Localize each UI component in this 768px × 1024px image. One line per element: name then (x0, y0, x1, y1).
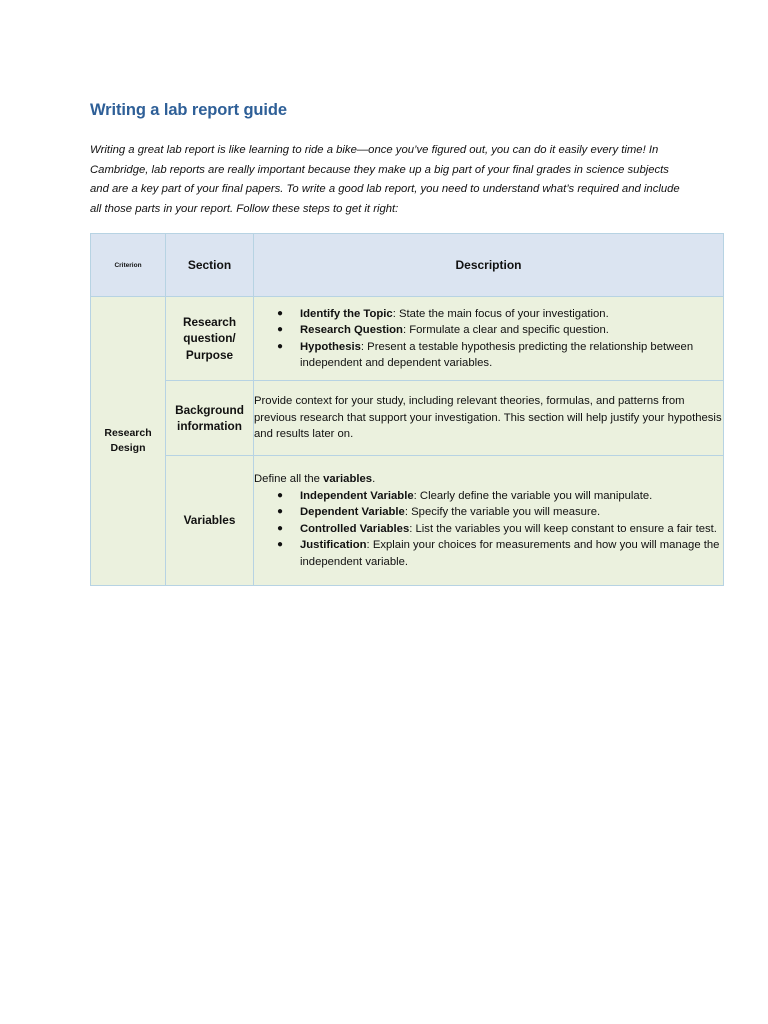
list-item (254, 322, 723, 339)
bullet-term: Controlled Variables (300, 522, 410, 535)
background-paragraph: Provide context for your study, including relevant theories, formulas, and patterns from previous research that support your investigation. This section will help justify your hypothesis and results later on. (254, 395, 722, 441)
bullet-icon: ● (277, 489, 284, 501)
bullet-text: : Present a testable hypothesis predicting the relationship between independent and dependent variables. (300, 340, 694, 369)
list-item (254, 537, 723, 570)
bullet-term: Identify the Topic (300, 307, 393, 320)
bullet-text: : Clearly define the variable you will manipulate. (413, 489, 653, 502)
bullet-text: : Formulate a clear and specific question. (402, 324, 609, 336)
header-criterion: Criterion (91, 234, 166, 297)
bullet-term: Dependent Variable (300, 506, 405, 518)
table-row (91, 381, 724, 456)
bullet-text: : Specify the variable you will measure. (404, 506, 601, 518)
description-research-question (254, 297, 724, 381)
table-row (91, 456, 724, 586)
list-item (254, 306, 723, 323)
lead-text: Define all the (254, 473, 324, 485)
bullet-icon: ● (277, 324, 284, 335)
table-header-row (91, 234, 724, 297)
bullet-icon: ● (277, 340, 284, 352)
bullet-list (254, 488, 723, 571)
lab-report-guide-table (90, 233, 724, 586)
bullet-icon: ● (277, 539, 284, 550)
bullet-term: Independent Variable (300, 489, 414, 502)
intro-paragraph: Writing a great lab report is like learning to ride a bike—once you’ve figured out, you can do it easily every time! In Cambridge, lab reports are really important because they make up a big part of your final grades in science subjects and are a key part of your final papers. To write a good lab report, you need to understand what’s required and include all those parts in your report. Follow these steps to get it right: (90, 144, 680, 215)
bullet-text: : Explain your choices for measurements and how you will manage the independent variable. (300, 539, 720, 568)
header-section: Section (166, 234, 254, 297)
bullet-icon: ● (277, 522, 284, 534)
bullet-icon: ● (277, 307, 284, 319)
list-item (254, 488, 723, 505)
variables-lead (254, 471, 723, 488)
table-row (91, 297, 724, 381)
bullet-list (254, 306, 723, 372)
list-item (254, 339, 723, 372)
header-description: Description (254, 234, 724, 297)
bullet-term: Hypothesis (300, 340, 361, 353)
section-research-question: Research question/ Purpose (166, 297, 254, 381)
section-variables: Variables (166, 456, 254, 586)
lead-suffix: . (372, 473, 376, 485)
bullet-term: Justification (300, 539, 367, 551)
document-title: Writing a lab report guide (90, 101, 287, 119)
bullet-text: : List the variables you will keep constant to ensure a fair test. (409, 522, 717, 535)
list-item (254, 521, 723, 538)
bullet-icon: ● (277, 506, 284, 517)
bullet-text: : State the main focus of your investigation. (392, 307, 609, 320)
list-item (254, 504, 723, 521)
bullet-term: Research Question (300, 324, 403, 336)
description-background-information (254, 381, 724, 456)
lead-bold-text: variables (323, 473, 373, 485)
criterion-research-design: Research Design (91, 297, 166, 586)
description-variables (254, 456, 724, 586)
section-background-information: Background information (166, 381, 254, 456)
